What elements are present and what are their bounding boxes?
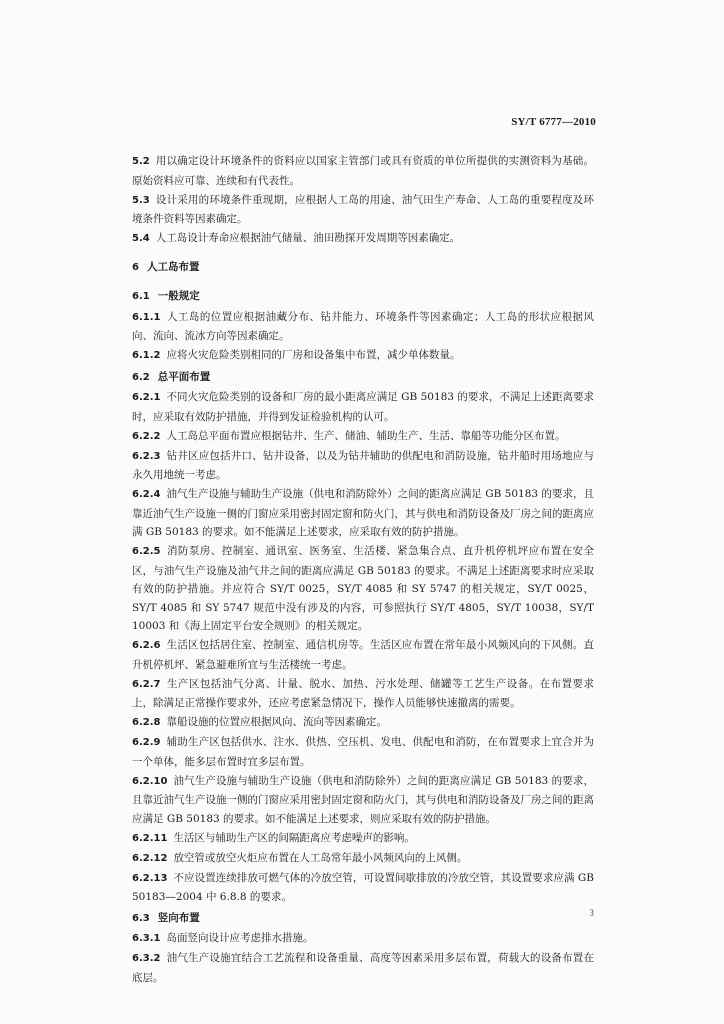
clause-number: 6.2.5 xyxy=(132,546,161,557)
clause-text: 生产区包括油气分离、计量、脱水、加热、污水处理、储罐等工艺生产设备。在布置要求上，除满足正常操作要求外，还应考虑紧急情况下，操作人员能够快速撤离的需要。 xyxy=(132,677,594,709)
clause-paragraph xyxy=(132,542,594,636)
clause-text: 竖向布置 xyxy=(157,911,200,924)
clause-text: 消防泵房、控制室、通讯室、医务室、生活楼、紧急集合点、直升机停机坪应布置在安全区，与油气生产设施及油气井之间的距离应满足 GB 50183 的要求。不满足上述距离要求时应采取有效的防护措施。并应符合 SY/T 0025，SY/T 4085 和 SY 5747 的相关规定，SY/T 0025，SY/T 4085 和 SY 5747 规范中没有涉及的内容，可参照执行 SY/T 4805，SY/T 10038，SY/T 10003 和《海上固定平台安全规则》的相关规定。 xyxy=(132,545,594,632)
clause-paragraph xyxy=(132,346,594,366)
clause-number: 6.3 xyxy=(132,912,150,924)
clause-number: 6.2.1 xyxy=(132,392,161,403)
clause-number: 6.2.8 xyxy=(132,717,161,728)
clause-number: 6.3.1 xyxy=(132,933,161,944)
clause-number: 5.3 xyxy=(132,194,150,206)
clause-paragraph xyxy=(132,675,594,713)
clause-paragraph xyxy=(132,829,594,849)
clause-text: 一般规定 xyxy=(157,290,200,302)
clause-paragraph xyxy=(132,949,594,987)
clause-number: 6.2 xyxy=(132,371,150,383)
clause-text: 油气生产设施与辅助生产设施（供电和消防除外）之间的距离应满足 GB 50183 的要求，且靠近油气生产设施一侧的门窗应采用密封固定窗和防火门，其与供电和消防设备及厂房之间的距离应满足 GB 50183 的要求。如不能满足上述要求，则应采取有效的防护措施。 xyxy=(132,774,594,825)
clause-text: 人工岛总平面布置应根据钻井、生产、储油、辅助生产、生活、靠船等功能分区布置。 xyxy=(166,429,566,442)
document-body xyxy=(132,152,594,988)
clause-paragraph xyxy=(132,636,594,674)
clause-number: 6.2.9 xyxy=(132,737,161,748)
clause-number: 6.2.2 xyxy=(132,430,161,442)
clause-number: 6.1 xyxy=(132,291,150,302)
clause-number: 6.3.2 xyxy=(132,953,161,964)
subsection-heading xyxy=(132,368,594,388)
clause-text: 设计采用的环境条件重现期，应根据人工岛的用途、油气田生产寿命、人工岛的重要程度及环境条件资料等因素确定。 xyxy=(132,193,594,225)
clause-paragraph xyxy=(132,485,594,542)
clause-paragraph xyxy=(132,447,594,485)
clause-text: 不同火灾危险类别的设备和厂房的最小距离应满足 GB 50183 的要求，不满足上述距离要求时，应采取有效防护措施，并得到发证检验机构的认可。 xyxy=(132,391,594,423)
clause-number: 5.2 xyxy=(132,156,150,167)
clause-text: 不应设置连续排放可燃气体的冷放空管，可设置间歇排放的冷放空管，其设置要求应满 GB 50183—2004 中 6.8.8 的要求。 xyxy=(132,871,594,903)
clause-paragraph xyxy=(132,388,594,426)
clause-paragraph xyxy=(132,849,594,869)
clause-text: 油气生产设施与辅助生产设施（供电和消防除外）之间的距离应满足 GB 50183 的要求，且靠近油气生产设施一侧的门窗应采用密封固定窗和防火门，其与供电和消防设备及厂房之间的距离应满 GB 50183 的要求。如不能满足上述要求，应采取有效的防护措施。 xyxy=(132,488,594,538)
section-heading xyxy=(132,258,594,278)
clause-paragraph xyxy=(132,152,594,190)
clause-number: 6.2.13 xyxy=(132,872,168,884)
clause-paragraph xyxy=(132,713,594,733)
clause-text: 人工岛设计寿命应根据油气储量、油田勘探开发周期等因素确定。 xyxy=(155,232,461,244)
clause-text: 总平面布置 xyxy=(157,370,211,383)
clause-number: 5.4 xyxy=(132,233,150,244)
clause-paragraph xyxy=(132,308,594,346)
clause-text: 放空管或放空火炬应布置在人工岛常年最小风频风向的上风侧。 xyxy=(173,851,468,864)
subsection-heading xyxy=(132,909,594,929)
clause-number: 6.2.7 xyxy=(132,678,161,690)
page-number: 3 xyxy=(589,908,594,918)
clause-text: 生活区包括居住室、控制室、通信机房等。生活区应布置在常年最小风频风向的下风侧。直升机停机坪、紧急避难所宜与生活楼统一考虑。 xyxy=(132,639,594,671)
clause-number: 6.2.11 xyxy=(132,832,168,844)
clause-number: 6.2.12 xyxy=(132,852,168,864)
clause-paragraph xyxy=(132,733,594,771)
clause-number: 6.1.2 xyxy=(132,350,161,361)
clause-paragraph xyxy=(132,427,594,447)
clause-number: 6.2.3 xyxy=(132,450,161,462)
clause-text: 人工岛布置 xyxy=(146,260,200,273)
clause-text: 辅助生产区包括供水、注水、供热、空压机、发电、供配电和消防，在布置要求上宜合并为一个单体，能多层布置时宜多层布置。 xyxy=(132,736,594,768)
standard-code: SY/T 6777—2010 xyxy=(511,116,596,128)
clause-number: 6 xyxy=(132,261,139,273)
clause-text: 油气生产设施宜结合工艺流程和设备重量、高度等因素采用多层布置，荷载大的设备布置在底层。 xyxy=(132,952,594,984)
clause-number: 6.2.4 xyxy=(132,489,161,500)
clause-number: 6.1.1 xyxy=(132,311,161,323)
clause-number: 6.2.6 xyxy=(132,640,161,651)
clause-text: 靠船设施的位置应根据风向、流向等因素确定。 xyxy=(166,716,387,728)
clause-text: 用以确定设计环境条件的资料应以国家主管部门或具有资质的单位所提供的实测资料为基础。原始资料应可靠、连续和有代表性。 xyxy=(132,155,594,187)
clause-paragraph xyxy=(132,929,594,949)
clause-number: 6.2.10 xyxy=(132,775,168,787)
clause-text: 岛面竖向设计应考虑排水措施。 xyxy=(166,932,314,944)
clause-paragraph xyxy=(132,772,594,829)
clause-paragraph xyxy=(132,229,594,249)
clause-paragraph xyxy=(132,869,594,907)
clause-paragraph xyxy=(132,191,594,229)
subsection-heading xyxy=(132,287,594,307)
clause-text: 钻井区应包括井口、钻井设备，以及为钻井辅助的供配电和消防设施，钻井船时用场地应与永久用地统一考虑。 xyxy=(132,449,594,481)
clause-text: 生活区与辅助生产区的间隔距离应考虑噪声的影响。 xyxy=(173,831,415,844)
clause-text: 应将火灾危险类别相同的厂房和设备集中布置，减少单体数量。 xyxy=(166,349,461,361)
clause-text: 人工岛的位置应根据油藏分布、钻井能力、环境条件等因素确定；人工岛的形状应根据风向、流向、流冰方向等因素确定。 xyxy=(132,310,594,342)
